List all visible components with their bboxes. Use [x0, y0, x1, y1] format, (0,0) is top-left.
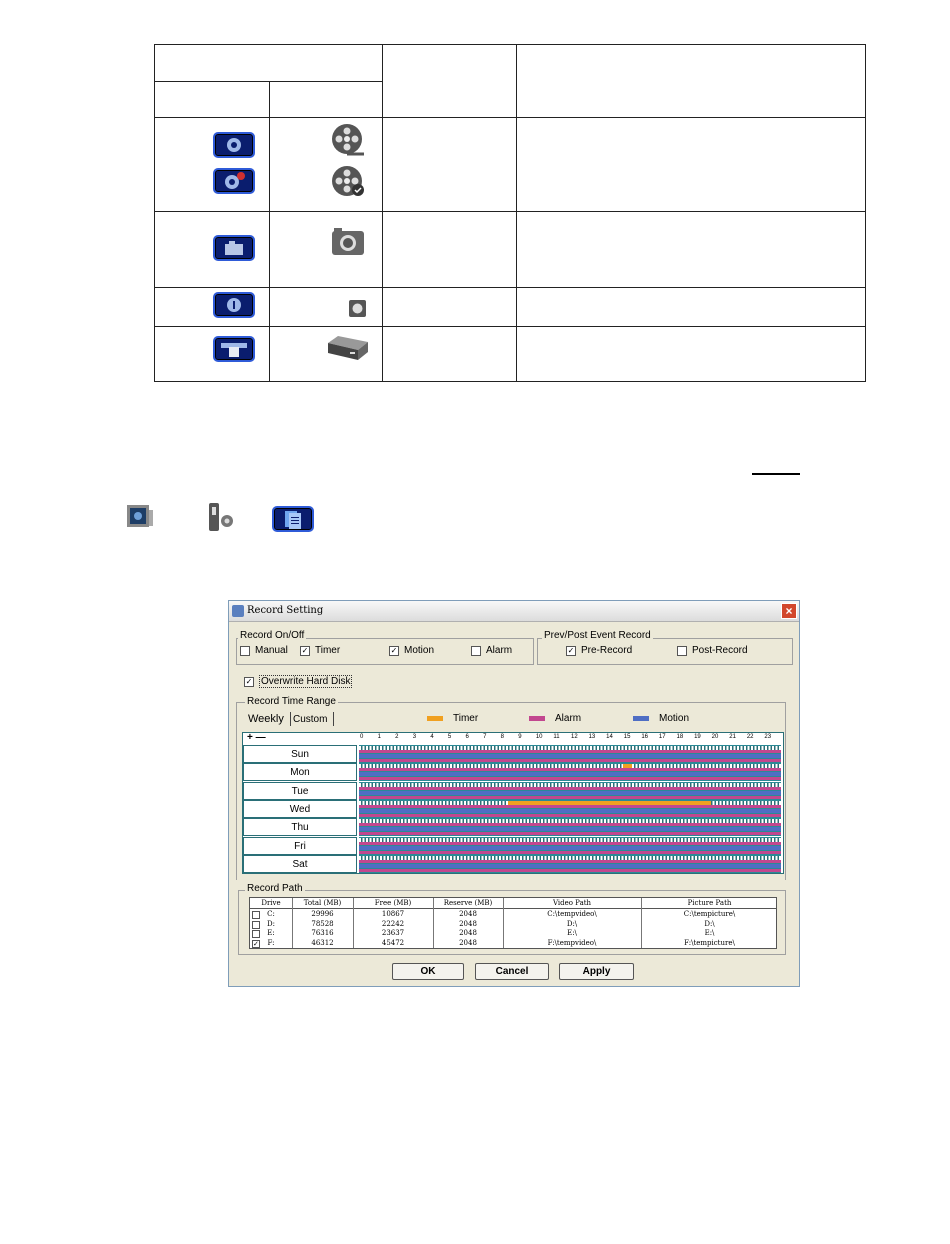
hour-label: 11 — [553, 734, 560, 740]
small-round-icon — [349, 300, 366, 317]
schedule-grid[interactable] — [242, 732, 784, 874]
checkbox-box[interactable]: ✓ — [301, 645, 309, 655]
legend-timer-label: Timer — [453, 713, 479, 724]
alarm-label: Alarm — [486, 645, 513, 656]
dialog-titlebar[interactable] — [229, 601, 799, 622]
checkbox-box[interactable] — [240, 646, 250, 656]
hour-label: 8 — [500, 734, 504, 740]
day-label: Tue — [243, 782, 357, 800]
timer-segment — [623, 764, 632, 768]
schedule-row-tue[interactable] — [243, 782, 783, 800]
post-record-checkbox[interactable] — [677, 645, 748, 656]
app-icon — [232, 605, 244, 617]
table-cell-free: 10867 — [381, 910, 405, 918]
hour-label: 3 — [412, 734, 417, 740]
hour-label: 13 — [588, 734, 596, 740]
schedule-header — [243, 733, 783, 745]
table-row[interactable] — [250, 928, 776, 938]
table-cell-video: F:\tempvideo\ — [547, 938, 597, 947]
table-cell-drive: F: — [267, 938, 275, 947]
info-icon — [213, 292, 255, 318]
hour-label: 20 — [711, 734, 719, 740]
overwrite-checkbox[interactable] — [244, 675, 352, 688]
day-label: Wed — [243, 800, 357, 818]
hour-label: 17 — [658, 734, 666, 740]
table-row[interactable] — [250, 919, 776, 929]
day-label: Sat — [243, 855, 357, 873]
day-timeline[interactable] — [359, 818, 781, 836]
tab-custom[interactable]: Custom — [293, 714, 328, 725]
table-cell-picture: F:\tempicture\ — [684, 938, 735, 947]
schedule-band — [359, 796, 781, 799]
table-cell-free: 22242 — [381, 919, 405, 928]
prevpost-label: Prev/Post Event Record — [544, 630, 651, 641]
column-header[interactable]: Video Path — [552, 899, 592, 907]
manual-label: Manual — [255, 645, 288, 656]
column-header[interactable]: Reserve (MB) — [443, 899, 493, 907]
pre-record-label: Pre-Record — [581, 645, 633, 656]
legend-motion-swatch — [633, 716, 649, 721]
legend-timer — [427, 713, 478, 724]
table-cell-drive: C: — [267, 910, 275, 918]
checkbox-box[interactable]: ✓ — [245, 676, 253, 686]
day-timeline[interactable] — [359, 837, 781, 855]
overwrite-label: Overwrite Hard Disk — [261, 676, 351, 687]
record-alarm-icon — [213, 168, 255, 194]
legend-alarm-swatch — [529, 716, 545, 721]
table-row[interactable] — [250, 909, 776, 919]
time-range-label: Record Time Range — [247, 696, 336, 707]
day-timeline[interactable] — [359, 745, 781, 763]
table-cell-total: 78528 — [311, 919, 334, 928]
day-label: Fri — [243, 837, 357, 855]
monitor-icon — [125, 502, 155, 537]
alarm-checkbox[interactable] — [471, 645, 512, 656]
hour-label: 4 — [430, 734, 434, 740]
apply-button[interactable]: Apply — [559, 963, 634, 980]
legend-alarm — [529, 713, 581, 724]
film-reel-check-icon — [330, 164, 366, 203]
close-button[interactable]: × — [781, 603, 797, 619]
manual-checkbox[interactable] — [240, 645, 288, 656]
timer-checkbox[interactable] — [300, 645, 340, 656]
hour-label: 2 — [395, 734, 399, 740]
hour-label: 5 — [447, 734, 452, 740]
schedule-row-wed[interactable] — [243, 800, 783, 818]
column-header[interactable]: Drive — [261, 899, 281, 907]
table-cell-reserve: 2048 — [459, 938, 477, 947]
table-cell-reserve: 2048 — [459, 919, 477, 928]
hour-label: 6 — [465, 734, 469, 740]
icon-reference-table — [154, 44, 866, 382]
table-cell-total: 29996 — [311, 910, 334, 918]
motion-label: Motion — [404, 645, 435, 656]
post-record-label: Post-Record — [692, 645, 748, 656]
tab-weekly[interactable]: Weekly — [248, 713, 284, 725]
checkbox-box[interactable] — [471, 646, 481, 656]
hour-label: 12 — [571, 734, 578, 740]
film-reel-icon — [330, 122, 366, 161]
hour-label: 23 — [764, 734, 772, 740]
column-header[interactable]: Picture Path — [687, 899, 732, 907]
timer-label: Timer — [315, 645, 341, 656]
motion-checkbox[interactable] — [389, 645, 434, 656]
table-cell-total: 76316 — [311, 929, 334, 938]
ok-button[interactable]: OK — [392, 963, 464, 980]
schedule-row-thu[interactable] — [243, 818, 783, 836]
tools-icon — [205, 501, 235, 538]
zoom-controls[interactable]: + — — [247, 732, 266, 743]
snapshot-icon — [213, 235, 255, 261]
table-row[interactable] — [250, 938, 776, 948]
table-cell-drive: E: — [267, 929, 275, 938]
hour-label: 9 — [518, 734, 522, 740]
hour-label: 16 — [641, 734, 649, 740]
hour-label: 7 — [483, 734, 487, 740]
camera-icon — [330, 225, 366, 264]
table-cell-reserve: 2048 — [459, 910, 477, 918]
schedule-row-sun[interactable] — [243, 745, 783, 763]
schedule-row-fri[interactable] — [243, 837, 783, 855]
hour-label: 0 — [360, 734, 364, 740]
table-cell-picture: E:\ — [704, 929, 715, 938]
legend-motion-label: Motion — [659, 713, 690, 724]
hour-label: 22 — [746, 734, 754, 740]
day-timeline[interactable] — [359, 800, 781, 818]
hour-label: 21 — [729, 734, 736, 740]
day-label: Thu — [243, 818, 357, 836]
table-cell-reserve: 2048 — [459, 929, 477, 938]
table-cell-drive: D: — [267, 919, 275, 928]
table-cell-video: D:\ — [566, 919, 578, 928]
table-cell-video: E:\ — [567, 929, 577, 938]
dialog-title: Record Setting — [247, 605, 324, 616]
schedule-band — [359, 814, 781, 817]
day-timeline[interactable] — [359, 763, 781, 781]
table-header-row — [250, 898, 776, 909]
table-cell-video: C:\tempvideo\ — [547, 910, 597, 918]
hard-drive-icon — [324, 333, 370, 368]
column-header[interactable]: Total (MB) — [303, 899, 342, 907]
record-onoff-label: Record On/Off — [240, 630, 305, 641]
schedule-band — [359, 759, 781, 762]
record-setting-dialog — [228, 600, 800, 987]
day-label: Sun — [243, 745, 357, 763]
table-cell-free: 23637 — [381, 929, 405, 938]
checkbox-box[interactable]: ✓ — [567, 645, 575, 655]
schedule-row-sat[interactable] — [243, 855, 783, 873]
pre-record-checkbox[interactable] — [566, 645, 632, 656]
column-header[interactable]: Free (MB) — [374, 899, 412, 907]
record-path-table — [249, 897, 777, 949]
drive-checkbox[interactable]: ✓ — [253, 939, 259, 948]
schedule-band — [359, 869, 781, 872]
record-icon — [213, 132, 255, 158]
day-timeline[interactable] — [359, 855, 781, 873]
legend-timer-swatch — [427, 716, 443, 721]
disk-settings-icon — [213, 336, 255, 362]
cancel-button[interactable]: Cancel — [475, 963, 549, 980]
legend-alarm-label: Alarm — [555, 713, 582, 724]
schedule-row-mon[interactable] — [243, 763, 783, 781]
schedule-band — [359, 777, 781, 780]
checkbox-box[interactable] — [677, 646, 687, 656]
day-label: Mon — [243, 763, 357, 781]
hour-label: 18 — [676, 734, 684, 740]
hour-label: 1 — [377, 734, 381, 740]
legend-motion — [633, 713, 689, 724]
timer-segment — [508, 801, 710, 805]
hour-label: 19 — [694, 734, 701, 740]
table-cell-picture: D:\ — [704, 919, 715, 928]
table-cell-free: 45472 — [381, 938, 405, 947]
underline-mark — [752, 473, 800, 475]
checkbox-box[interactable]: ✓ — [390, 645, 398, 655]
hour-label: 10 — [535, 734, 543, 740]
schedule-band — [359, 832, 781, 835]
day-timeline[interactable] — [359, 782, 781, 800]
hour-label: 14 — [606, 734, 613, 740]
table-cell-total: 46312 — [311, 938, 334, 947]
table-cell-picture: C:\tempicture\ — [683, 910, 736, 918]
record-path-label: Record Path — [247, 883, 303, 894]
hour-label: 15 — [623, 734, 631, 740]
schedule-band — [359, 851, 781, 854]
document-icon — [272, 506, 314, 532]
